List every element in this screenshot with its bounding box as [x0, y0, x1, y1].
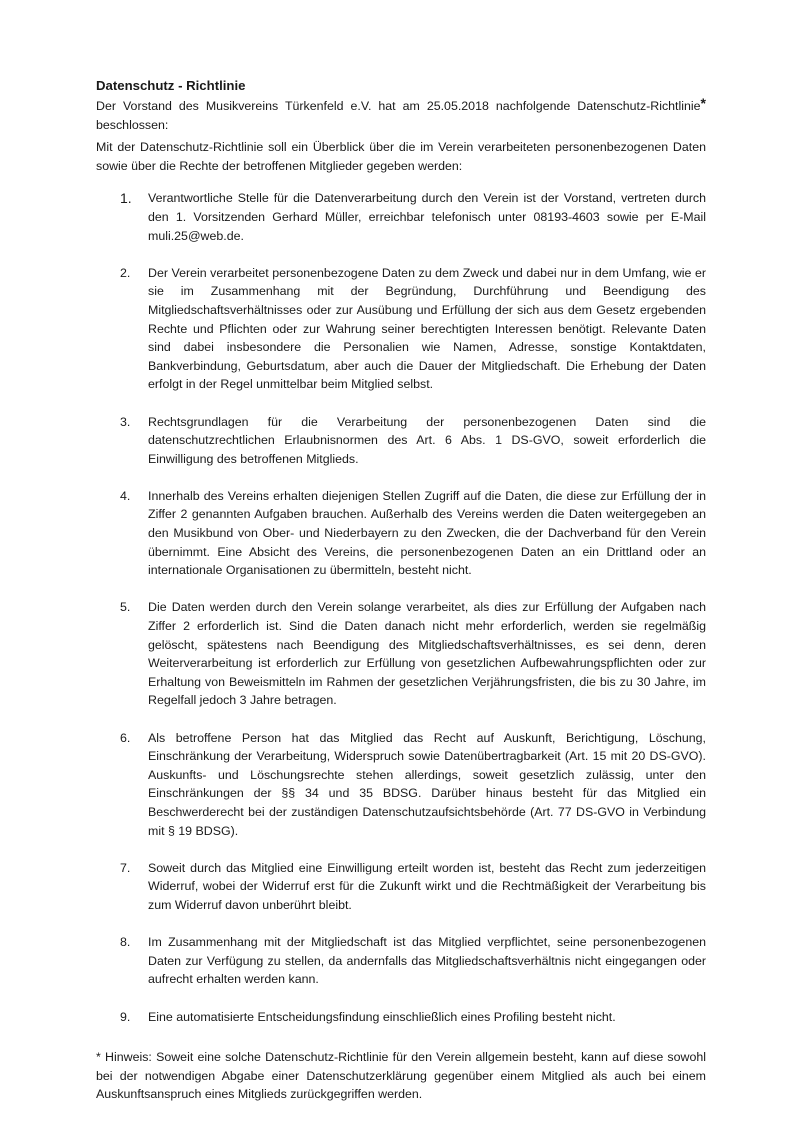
intro-paragraph [96, 97, 706, 134]
document-title: Datenschutz - Richtlinie [96, 78, 246, 93]
list-item-text: Verantwortliche Stelle für die Datenverarbeitung durch den Verein ist der Vorstand, vertreten durch den 1. Vorsitzenden Gerhard Müller, erreichbar telefonisch unter 08193-4603 sowie per E-Mail muli.25@web.de. [148, 191, 706, 243]
list-item-text: Der Verein verarbeitet personenbezogene Daten zu dem Zweck und dabei nur in dem Umfang, wie er sie im Zusammenhang mit der Begründung, Durchführung und Beendigung des Mitgliedschaftsverhältnisses oder zur Ausübung und Erfüllung der sich aus dem Gesetz ergebenden Rechte und Pflichten oder zur Wahrung seiner berechtigten Interessen benötigt. Relevante Daten sind dabei insbesondere die Personalien wie Namen, Adresse, sonstige Kontaktdaten, Bankverbindung, Geburtsdatum, aber auch die Dauer der Mitgliedschaft. Die Erhebung der Daten erfolgt in der Regel unmittelbar beim Mitglied selbst. [148, 265, 706, 392]
intro-text: Der Vorstand des Musikvereins Türkenfeld e.V. hat am 25.05.2018 nachfolgende Datenschutz-Richtlinie [96, 99, 701, 113]
list-item-text: Rechtsgrundlagen für die Verarbeitung der personenbezogenen Daten sind die datenschutzrechtlichen Erlaubnisnormen des Art. 6 Abs. 1 DS-GVO, soweit erforderlich die Einwilligung des betroffenen Mitglieds. [148, 414, 706, 466]
list-item-number: 3. [120, 414, 131, 429]
list-item-text: Soweit durch das Mitglied eine Einwilligung erteilt worden ist, besteht das Recht zum jederzeitigen Widerruf, wobei der Widerruf erst für die Zukunft wirkt und die Rechtmäßigkeit der Verarbeitung bis zum Widerruf davon unberührt bleibt. [148, 860, 706, 912]
list-item-number: 2. [120, 265, 131, 280]
list-item [96, 729, 706, 841]
footnote-marker: * [700, 95, 706, 111]
list-item-number: 5. [120, 600, 131, 615]
list-item-number: 8. [120, 935, 131, 950]
list-item-number: 6. [120, 730, 131, 745]
list-item [96, 933, 706, 989]
list-item-number: 9. [120, 1009, 131, 1024]
list-item [96, 487, 706, 580]
list-item-number: 4. [120, 488, 131, 503]
list-item [96, 413, 706, 469]
list-item [96, 859, 706, 915]
list-item-number: 1. [120, 190, 132, 207]
list-item-text: Als betroffene Person hat das Mitglied das Recht auf Auskunft, Berichtigung, Löschung, Einschränkung der Verarbeitung, Widerspruch sowie Datenübertragbarkeit (Art. 15 mit 20 DS-GVO). Auskunfts- und Löschungsrechte stehen allerdings, soweit gesetzlich zulässig, unter den Einschränkungen der §§ 34 und 35 BDSG. Darüber hinaus besteht für das Mitglied ein Beschwerderecht bei der zuständigen Datenschutzaufsichtsbehörde (Art. 77 DS-GVO in Verbindung mit § 19 BDSG). [148, 730, 706, 838]
document-page [96, 76, 706, 1116]
list-item [96, 1008, 706, 1027]
numbered-list [96, 189, 706, 1026]
list-item-text: Die Daten werden durch den Verein solange verarbeitet, als dies zur Erfüllung der Aufgaben nach Ziffer 2 erforderlich ist. Sind die Daten danach nicht mehr erforderlich, werden sie regelmäßig gelöscht, spätestens nach Beendigung des Mitgliedschaftsverhältnisses, es sei denn, deren Weiterverarbeitung ist erforderlich zur Erfüllung von gesetzlichen Aufbewahrungspflichten oder zur Erhaltung von Beweismitteln im Rahmen der gesetzlichen Verjährungsfristen, die bis zu 30 Jahre, im Regelfall jedoch 3 Jahre betragen. [148, 600, 706, 708]
list-item [96, 264, 706, 394]
intro-text-end: beschlossen: [96, 117, 169, 132]
footnote: * Hinweis: Soweit eine solche Datenschutz-Richtlinie für den Verein allgemein besteht, kann auf diese sowohl bei der notwendigen Abgabe einer Datenschutzerklärung gegenüber einem Mitglied als auch bei einem Auskunftsanspruch eines Mitglieds zurückgegriffen werden. [96, 1050, 706, 1102]
list-item [96, 598, 706, 710]
list-item-text: Innerhalb des Vereins erhalten diejenigen Stellen Zugriff auf die Daten, die diese zur Erfüllung der in Ziffer 2 genannten Aufgaben brauchen. Außerhalb des Vereins werden die Daten weitergegeben an den Musikbund von Ober- und Niederbayern zu den Zwecken, die der Dachverband für den Verein übernimmt. Eine Absicht des Vereins, die personenbezogenen Daten an ein Drittland oder an internationale Organisationen zu übermitteln, besteht nicht. [148, 488, 706, 578]
list-item [96, 189, 706, 245]
list-item-number: 7. [120, 860, 131, 875]
list-item-text: Im Zusammenhang mit der Mitgliedschaft ist das Mitglied verpflichtet, seine personenbezogenen Daten zur Verfügung zu stellen, da andernfalls das Mitgliedschaftsverhältnis nicht eingegangen oder aufrecht erhalten werden kann. [148, 935, 706, 987]
list-item-text: Eine automatisierte Entscheidungsfindung einschließlich eines Profiling besteht nicht. [148, 1009, 616, 1024]
overview-paragraph: Mit der Datenschutz-Richtlinie soll ein Überblick über die im Verein verarbeiteten personenbezogenen Daten sowie über die Rechte der betroffenen Mitglieder gegeben werden: [96, 140, 706, 173]
